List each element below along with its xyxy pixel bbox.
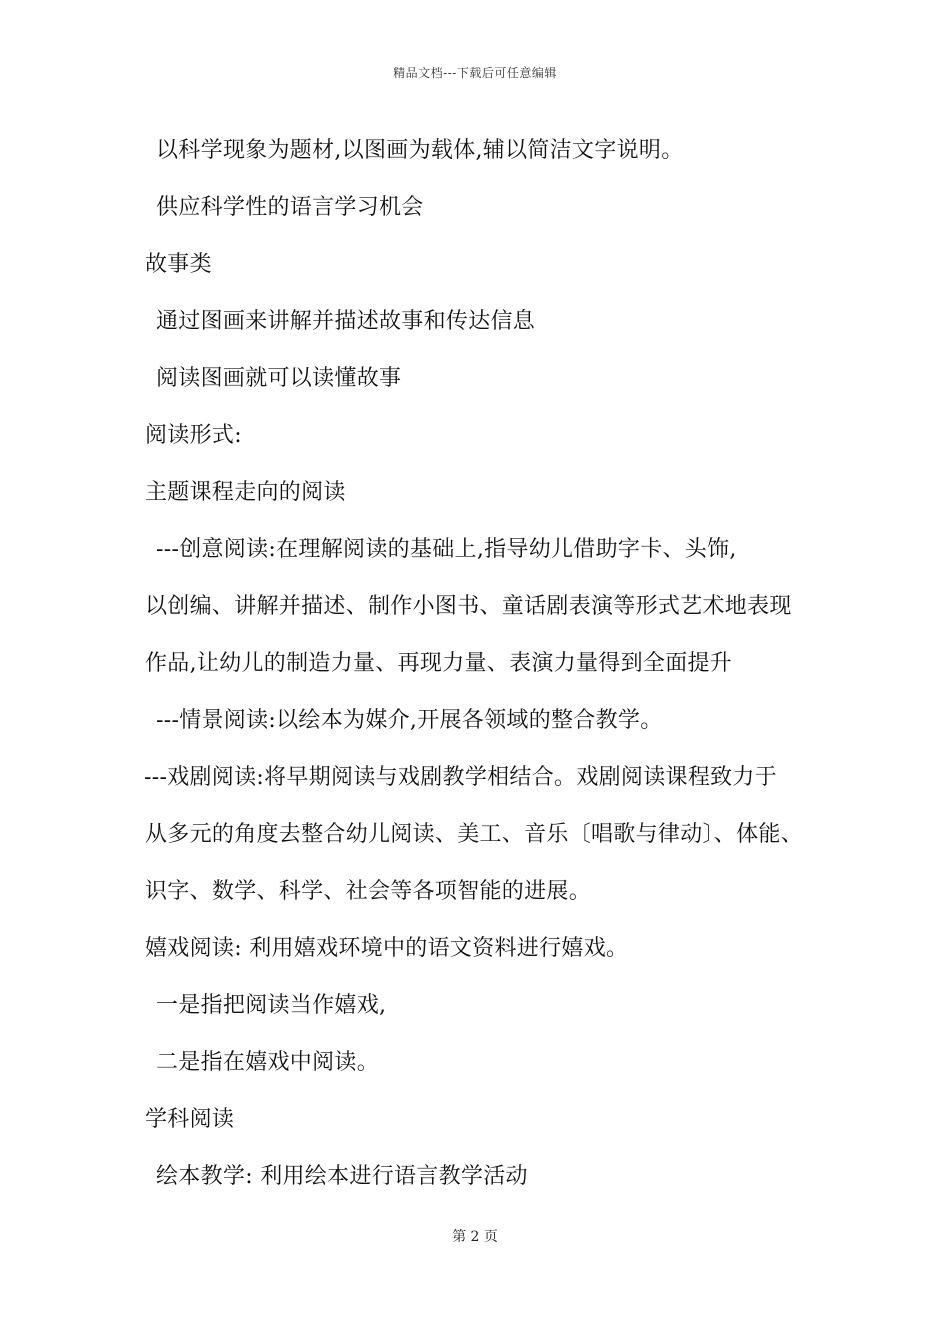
- text-line-15: 嬉戏阅读: 利用嬉戏环境中的语文资料进行嬉戏。: [145, 936, 629, 961]
- text-line-4: 通过图画来讲解并描述故事和传达信息: [156, 309, 536, 334]
- text-line-13: 从多元的角度去整合幼儿阅读、美工、音乐〔唱歌与律动〕、体能、: [145, 822, 804, 847]
- text-line-14: 识字、数学、科学、社会等各项智能的进展。: [145, 879, 592, 904]
- text-line-9: 以创编、讲解并描述、制作小图书、童话剧表演等形式艺术地表现: [145, 594, 792, 619]
- page-number: 第 2 页: [452, 1229, 498, 1245]
- text-line-1: 以科学现象为题材,以图画为载体,辅以简洁文字说明。: [156, 138, 684, 163]
- text-line-2: 供应科学性的语言学习机会: [156, 195, 424, 220]
- text-line-5: 阅读图画就可以读懂故事: [156, 366, 402, 391]
- text-line-11: ---情景阅读:以绘本为媒介,开展各领域的整合教学。: [156, 708, 663, 733]
- text-line-7: 主题课程走向的阅读: [145, 480, 346, 505]
- text-line-18: 学科阅读: [145, 1107, 235, 1132]
- page-header: 精品文档---下载后可任意编辑: [393, 66, 557, 80]
- text-line-3: 故事类: [145, 252, 212, 277]
- text-line-17: 二是指在嬉戏中阅读。: [156, 1050, 380, 1075]
- text-line-10: 作品,让幼儿的制造力量、再现力量、表演力量得到全面提升: [145, 651, 733, 676]
- text-line-6: 阅读形式:: [145, 423, 242, 448]
- text-line-16: 一是指把阅读当作嬉戏,: [156, 993, 387, 1018]
- text-line-19: 绘本教学: 利用绘本进行语言教学活动: [156, 1164, 528, 1189]
- text-line-8: ---创意阅读:在理解阅读的基础上,指导幼儿借助字卡、头饰,: [156, 537, 737, 562]
- text-line-12: ---戏剧阅读:将早期阅读与戏剧教学相结合。戏剧阅读课程致力于: [144, 765, 778, 790]
